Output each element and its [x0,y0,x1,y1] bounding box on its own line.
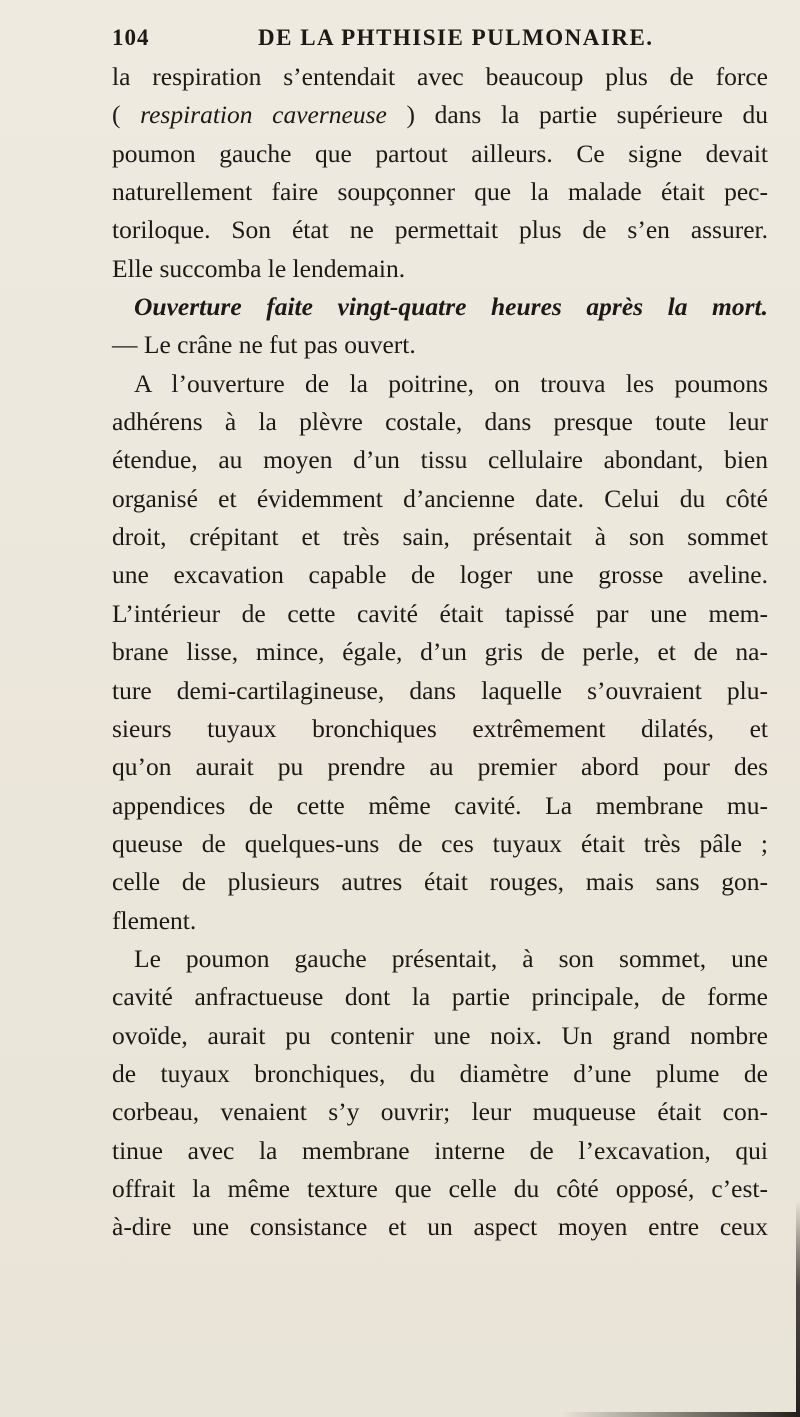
text-line: brane lisse, mince, égale, d’un gris de perle, et de na- [112,637,768,667]
text-line: Elle succomba le lendemain. [112,253,406,283]
text-line: la respiration s’entendait avec beaucoup plus de force [112,62,768,91]
text-line: qu’on aurait pu prendre au premier abord pour des [112,752,768,782]
section-heading-line [112,288,768,326]
text-line: Le poumon gauche présentait, à son sommet, une [134,943,768,973]
text-line: ture demi-cartilagineuse, dans laquelle s’ouvraient plu- [112,675,768,705]
section-heading: Ouverture faite vingt-quatre heures après la mort. [134,292,768,322]
text-line: offrait la même texture que celle du côté opposé, c’est- [112,1173,768,1203]
text-line: celle de plusieurs autres était rouges, mais sans gon- [112,867,768,897]
page-edge-shadow [796,1200,800,1417]
text-line: naturellement faire soupçonner que la malade était pec- [112,177,768,207]
text-line: A l’ouverture de la poitrine, on trouva les poumons [134,368,768,398]
text-line: ovoïde, aurait pu contenir une noix. Un grand nombre [112,1020,768,1050]
text-line: toriloque. Son état ne permettait plus de s’en assurer. [112,215,768,245]
text-line: étendue, au moyen d’un tissu cellulaire abondant, bien [112,445,768,475]
page-bottom-shadow [560,1412,800,1417]
text-line: adhérens à la plèvre costale, dans presque toute leur [112,407,768,437]
italic-term: respiration caverneuse [140,100,387,130]
body-text [112,58,768,1247]
text-line: tinue avec la membrane interne de l’excavation, qui [112,1135,768,1165]
text-line: une excavation capable de loger une grosse aveline. [112,560,768,590]
page-header [112,20,752,56]
text-line: poumon gauche que partout ailleurs. Ce signe devait [112,138,768,168]
text-line: ( respiration caverneuse ) dans la partie supérieure du [112,100,768,130]
page-number: 104 [112,25,150,50]
text-line: sieurs tuyaux bronchiques extrêmement dilatés, et [112,713,768,743]
text-line: appendices de cette même cavité. La membrane mu- [112,790,768,820]
text-line: queuse de quelques-uns de ces tuyaux était très pâle ; [112,828,768,858]
text-line: cavité anfractueuse dont la partie principale, de forme [112,982,768,1012]
text-line: à-dire une consistance et un aspect moyen entre ceux [112,1212,768,1242]
text-line: L’intérieur de cette cavité était tapissé par une mem- [112,598,768,628]
running-head: DE LA PHTHISIE PULMONAIRE. [258,25,654,50]
text-line: de tuyaux bronchiques, du diamètre d’une plume de [112,1058,768,1088]
text-line: flement. [112,905,197,935]
text-line: — Le crâne ne fut pas ouvert. [112,330,416,360]
text-line: organisé et évidemment d’ancienne date. Celui du côté [112,483,768,513]
text-line: droit, crépitant et très sain, présentait à son sommet [112,522,768,552]
text-line: corbeau, venaient s’y ouvrir; leur muqueuse était con- [112,1097,768,1127]
